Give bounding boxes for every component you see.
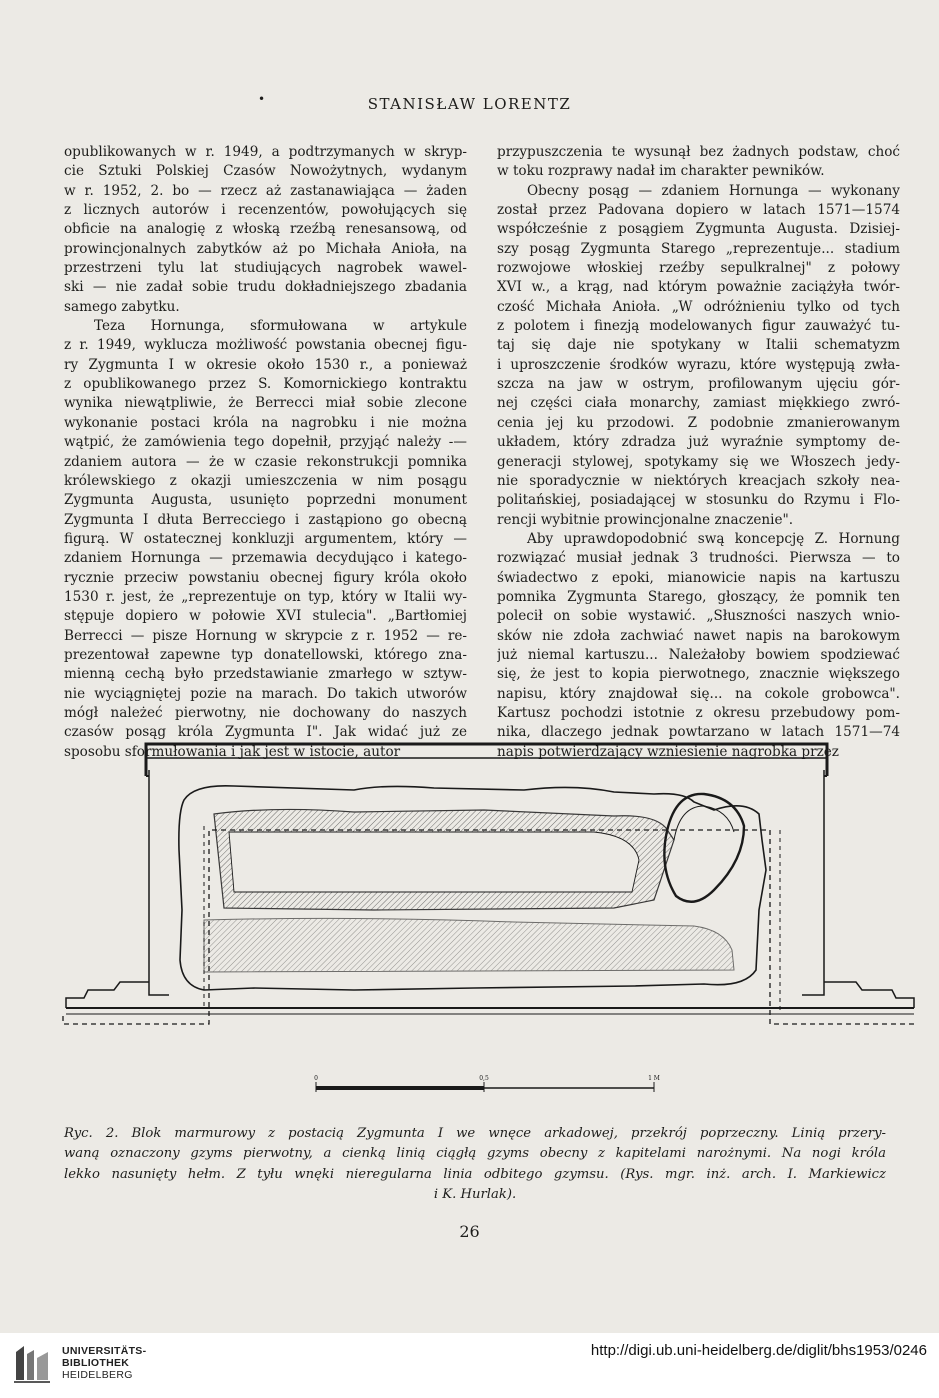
text-line: 1530 r. jest, że „reprezentuje on typ, który w Italii wy- <box>64 588 467 605</box>
text-line: czość Michała Anioła. „W odróżnieniu tylko od tych <box>497 298 900 315</box>
text-line: świadectwo z epoki, mianowicie napis na kartuszu <box>497 569 900 586</box>
scale-label-0: 0 <box>314 1075 318 1082</box>
text-line: rencji wybitnie prowincjonalne znaczenie". <box>497 511 794 528</box>
scale-label-half: 0,5 <box>479 1075 489 1082</box>
text-line: opublikowanych w r. 1949, a podtrzymanych w skryp- <box>64 144 467 160</box>
text-line: nie wyciągniętej pozie na marach. Do takich utworów <box>64 685 467 702</box>
text-line: wątpić, że zamówienia tego dopełnił, przyjąć należy -— <box>64 434 467 451</box>
text-line: mienną cechą było przedstawianie zmarłego w sztyw- <box>64 666 467 683</box>
right-column <box>497 143 900 762</box>
text-line: z polotem i finezją modelowanych figur zauważyć tu- <box>497 318 900 335</box>
text-line: z licznych autorów i recenzentów, powołujących się <box>64 202 467 219</box>
text-line: został przez Padovana dopiero w latach 1571—1574 <box>497 202 900 219</box>
text-line: układem, który zdradza już wyraźnie symptomy de- <box>497 434 900 451</box>
text-line: napis potwierdzający wzniesienie nagrobka przez <box>497 743 839 760</box>
text-line: napisu, który znajdował się... na cokole grobowca". <box>497 685 900 702</box>
text-line: nej części ciała monarchy, zamiast miękkiego zwró- <box>497 395 900 412</box>
text-line: XVI w., a krąg, nad którym poważnie zaciążyła twór- <box>497 279 900 296</box>
library-name-line-1: UNIVERSITÄTS- <box>62 1345 147 1357</box>
header-bullet: • <box>258 92 266 106</box>
text-line: szcza na jaw w ostrym, profilowanym ujęciu gór- <box>497 376 900 393</box>
text-line: szy posąg Zygmunta Starego „reprezentuje... stadium <box>497 240 900 257</box>
text-line: Aby uprawdopodobnić swą koncepcję Z. Hornung <box>527 530 900 547</box>
text-line: ry Zygmunta I w okresie około 1530 r., a ponieważ <box>64 356 467 373</box>
text-line: stępuje dopiero w połowie XVI stulecia". „Bartłomiej <box>64 608 467 625</box>
source-url-link[interactable]: http://digi.ub.uni-heidelberg.de/diglit/bhs1953/0246 <box>590 1342 927 1359</box>
text-line: wykonanie postaci króla na nagrobku i nie można <box>64 414 467 431</box>
text-line: z opublikowanego przez S. Komornickiego kontraktu <box>64 376 467 393</box>
text-line: ski — nie zadał sobie trudu dokładniejszego zbadania <box>64 279 467 296</box>
text-line: Kartusz pochodzi istotnie z okresu przebudowy pom- <box>497 704 900 721</box>
text-line: mógł należeć pierwotny, nie dochowany do naszych <box>64 704 467 721</box>
library-name-line-2: BIBLIOTHEK <box>62 1357 130 1369</box>
library-name-line-3: HEIDELBERG <box>62 1369 133 1381</box>
text-line: i uproszczenie środków wyrazu, które występują zwła- <box>497 356 900 373</box>
text-line: samego zabytku. <box>64 298 180 315</box>
text-line: z r. 1949, wyklucza możliwość powstania obecnej figu- <box>64 337 467 354</box>
text-line: taj się daje nie spotykany w Italii schematyzm <box>497 337 900 354</box>
page-number: 26 <box>459 1222 480 1241</box>
text-line: Teza Hornunga, sformułowana w artykule <box>94 318 467 335</box>
text-line: politańskiej, posiadającej w stosunku do Rzymu i Flo- <box>497 492 900 509</box>
text-line: pomnika Zygmunta Starego, głoszący, że pomnik ten <box>497 588 900 605</box>
footer-bar <box>0 1333 939 1398</box>
running-head: STANISŁAW LORENTZ <box>367 95 572 113</box>
figure-caption <box>64 1124 886 1205</box>
text-line: się, że jest to kopia pierwotnego, znacznie większego <box>497 666 900 683</box>
text-line: w r. 1952, 2. bo — rzecz aż zastanawiająca — żaden <box>64 182 467 199</box>
text-line: prowincjonalnych zabytków aż po Michała Anioła, na <box>64 240 467 257</box>
text-line: już niemal kartuszu... Należałoby bowiem spodziewać <box>497 646 900 663</box>
text-line: cie Sztuki Polskiej Czasów Nowożytnych, wydanym <box>64 163 467 180</box>
text-line: cenia jej ku przodowi. Z podobnie zmanierowanym <box>497 414 900 431</box>
scale-bar <box>314 1075 660 1092</box>
text-line: przypuszczenia te wysunął bez żadnych podstaw, choć <box>497 144 900 160</box>
text-line: generacji stylowej, spotykamy się we Włoszech jedy- <box>497 453 900 470</box>
text-line: przestrzeni tylu lat studiujących nagrobek wawel- <box>64 260 467 277</box>
text-line: sków nie zdoła zachwiać nawet napis na barokowym <box>497 627 900 644</box>
text-line: figurą. W ostatecznej konkluzji argumentem, który — <box>64 530 467 547</box>
text-line: Zygmunta Augusta, usunięto poprzedni monument <box>64 492 467 509</box>
figure-cross-section <box>54 740 920 1100</box>
text-line: sposobu sformułowania i jak jest w istocie, autor <box>64 743 401 760</box>
text-line: Berrecci — pisze Hornung w skrypcie z r. 1952 — re- <box>64 627 467 644</box>
caption-line: Ryc. 2. Blok marmurowy z postacią Zygmunta I we wnęce arkadowej, przekrój poprzeczny. Linią przery- <box>64 1126 886 1141</box>
text-line: nika, dlaczego jednak powtarzano w latach 1571—74 <box>497 724 900 741</box>
text-line: królewskiego z okazji umieszczenia w nim posągu <box>64 472 467 489</box>
text-line: rycznie przeciw powstaniu obecnej figury króla około <box>64 569 467 586</box>
caption-line: lekko nasunięty hełm. Z tyłu wnęki nieregularna linia odbitego gzymsu. (Rys. mgr. inż. arch. I. Markiewicz <box>64 1166 886 1182</box>
caption-line: i K. Hurlak). <box>433 1186 517 1202</box>
library-name <box>62 1345 146 1381</box>
text-line: prezentował zapewne typ donatellowski, którego zna- <box>64 646 467 663</box>
text-line: Obecny posąg — zdaniem Hornunga — wykonany <box>527 182 900 199</box>
text-line: obficie na analogię z włoską rzeźbą renesansową, od <box>64 221 467 238</box>
text-line: wynika niewątpliwie, że Berrecci miał sobie zlecone <box>64 395 467 412</box>
text-line: zdaniem autora — że w czasie rekonstrukcji pomnika <box>64 453 467 470</box>
text-line: polecił on sobie wystawić. „Słuszności naszych wnio- <box>497 608 900 625</box>
text-line: rozwiązać musiał jednak 3 trudności. Pierwsza — to <box>497 550 900 567</box>
text-line: zdaniem Hornunga — przemawia decydująco i katego- <box>64 550 467 567</box>
scale-label-1m: 1 M <box>648 1075 660 1082</box>
text-line: nie sporadycznie w niektórych kreacjach szkoły nea- <box>497 472 900 489</box>
left-column <box>64 143 467 762</box>
university-library-logo-icon <box>12 1342 52 1384</box>
text-line: współcześnie z posągiem Zygmunta Augusta. Dzisiej- <box>497 221 900 238</box>
text-line: Zygmunta I dłuta Berrecciego i zastąpiono go obecną <box>64 511 467 528</box>
text-line: rozwojowe włoskiej rzeźby sepulkralnej" z połowy <box>497 260 900 277</box>
helmet <box>664 794 744 902</box>
caption-line: waną oznaczony gzyms pierwotny, a cienką linią ciągłą gzyms obecny z kapitelami narożnymi. Na nogi króla <box>64 1146 886 1162</box>
text-line: czasów posąg króla Zygmunta I". Jak widać już ze <box>64 724 467 741</box>
text-line: w toku rozprawy nadał im charakter pewników. <box>497 163 825 180</box>
